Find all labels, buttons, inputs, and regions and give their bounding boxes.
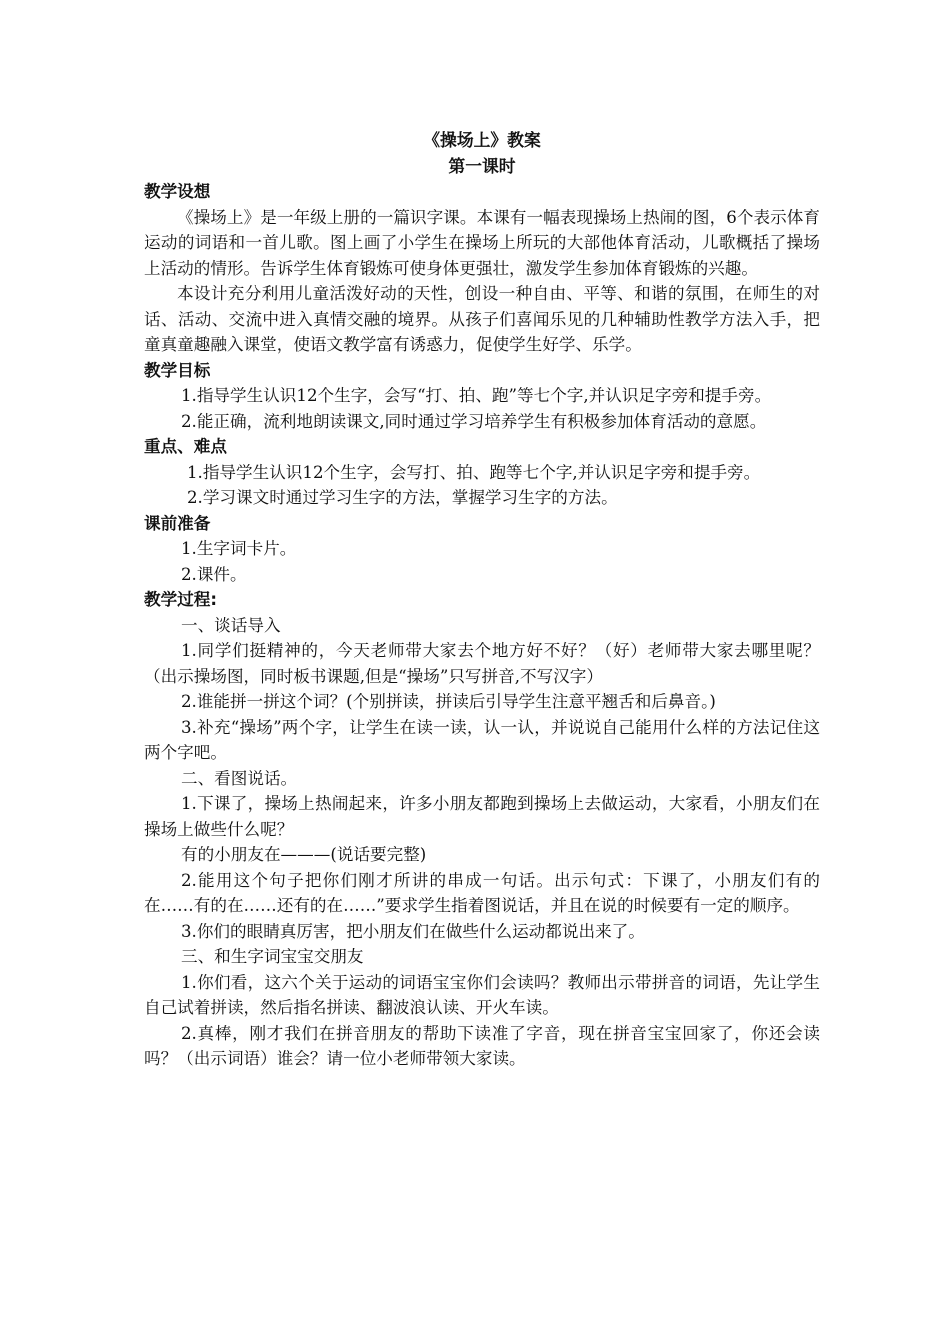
process-s3-item-1: 1.你们看，这六个关于运动的词语宝宝你们会读吗？教师出示带拼音的词语，先让学生自己试着拼读，然后指名拼读、翻波浪认读、开火车读。 [144, 972, 820, 1017]
process-section-3: 三、和生字词宝宝交朋友 [181, 947, 364, 966]
process-s2-item-3: 3.你们的眼睛真厉害，把小朋友们在做些什么运动都说出来了。 [181, 921, 645, 941]
doc-title: 《操场上》教案 [423, 130, 541, 150]
key-item-2: 2.学习课文时通过学习生字的方法，掌握学习生字的方法。 [187, 488, 618, 507]
heading-design: 教学设想 [144, 182, 211, 201]
document-content [144, 127, 820, 1072]
process-s3-item-2: 2.真棒，刚才我们在拼音朋友的帮助下读准了字音，现在拼音宝宝回家了，你还会读吗？（出示词语）谁会？请一位小老师带领大家读。 [144, 1023, 820, 1068]
process-s1-item-1: 1.同学们挺精神的，今天老师带大家去个地方好不好？（好）老师带大家去哪里呢？（出示操场图，同时板书课题,但是“操场”只写拼音,不写汉字） [144, 641, 820, 686]
process-section-1: 一、谈话导入 [181, 615, 281, 635]
process-s2-item-1b: 有的小朋友在———(说话要完整) [181, 845, 427, 864]
process-s1-item-3: 3.补充“操场”两个字，让学生在读一读，认一认，并说说自己能用什么样的方法记住这两个字吧。 [144, 717, 820, 762]
heading-process: 教学过程: [144, 590, 218, 609]
heading-key-points: 重点、难点 [144, 437, 227, 456]
design-paragraph-1: 《操场上》是一年级上册的一篇识字课。本课有一幅表现操场上热闹的图，6个表示体育运动的词语和一首儿歌。图上画了小学生在操场上所玩的大部他体育活动，儿歌概括了操场上活动的情形。告诉学生体育锻炼可使身体更强壮，激发学生参加体育锻炼的兴趣。 [144, 207, 820, 278]
heading-prep: 课前准备 [144, 513, 211, 533]
process-s2-item-1: 1.下课了，操场上热闹起来，许多小朋友都跑到操场上去做运动，大家看，小朋友们在操场上做些什么呢？ [144, 794, 820, 839]
prep-item-2: 2.课件。 [181, 564, 247, 584]
process-s1-item-2: 2.谁能拼一拼这个词？(个别拼读，拼读后引导学生注意平翘舌和后鼻音。) [181, 692, 716, 711]
design-paragraph-2: 本设计充分利用儿童活泼好动的天性，创设一种自由、平等、和谐的氛围，在师生的对话、活动、交流中进入真情交融的境界。从孩子们喜闻乐见的几种辅助性教学方法入手，把童真童趣融入课堂，使语文教学富有诱惑力，促使学生好学、乐学。 [144, 284, 820, 354]
process-s2-item-2: 2.能用这个句子把你们刚才所讲的串成一句话。出示句式：下课了，小朋友们有的在……有的在……还有的在……”要求学生指着图说话，并且在说的时候要有一定的顺序。 [144, 870, 820, 915]
prep-item-1: 1.生字词卡片。 [181, 539, 297, 558]
heading-goals: 教学目标 [144, 360, 211, 380]
goals-item-1: 1.指导学生认识12个生字，会写“打、拍、跑”等七个字,并认识足字旁和提手旁。 [181, 386, 772, 405]
doc-subtitle: 第一课时 [448, 156, 516, 176]
process-section-2: 二、看图说话。 [181, 768, 298, 788]
goals-item-2: 2.能正确，流利地朗读课文,同时通过学习培养学生有积极参加体育活动的意愿。 [181, 411, 767, 431]
key-item-1: 1.指导学生认识12个生字，会写打、拍、跑等七个字,并认识足字旁和提手旁。 [187, 462, 761, 482]
